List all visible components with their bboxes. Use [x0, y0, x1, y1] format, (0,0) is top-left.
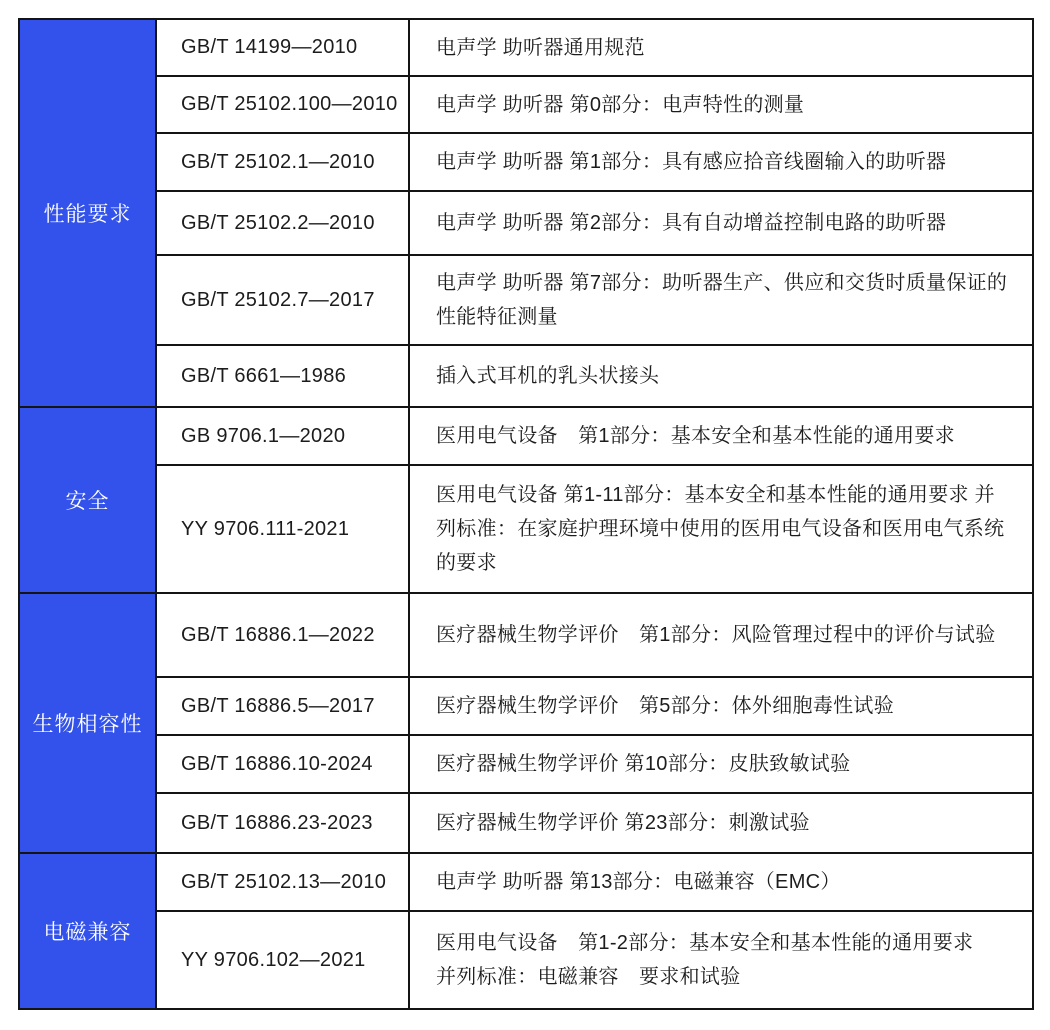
- standard-number-cell: YY 9706.102—2021: [156, 911, 409, 1009]
- standard-number-cell: GB/T 16886.10-2024: [156, 735, 409, 793]
- standard-title-cell: 电声学 助听器 第7部分：助听器生产、供应和交货时质量保证的性能特征测量: [409, 255, 1033, 345]
- table-row: [19, 76, 1033, 133]
- standards-table-body: [19, 19, 1033, 1009]
- standard-number-cell: GB/T 25102.100—2010: [156, 76, 409, 133]
- table-row: [19, 465, 1033, 593]
- table-row: [19, 793, 1033, 853]
- standards-table-container: [18, 18, 1034, 1010]
- standard-title-cell: 医用电气设备 第1-11部分：基本安全和基本性能的通用要求 并列标准：在家庭护理环境中使用的医用电气设备和医用电气系统的要求: [409, 465, 1033, 593]
- standard-number-cell: YY 9706.111-2021: [156, 465, 409, 593]
- table-row: [19, 735, 1033, 793]
- table-row: [19, 407, 1033, 465]
- standard-title-cell: 医疗器械生物学评价 第10部分：皮肤致敏试验: [409, 735, 1033, 793]
- standards-table: [18, 18, 1034, 1010]
- standard-title-cell: 电声学 助听器 第1部分：具有感应拾音线圈输入的助听器: [409, 133, 1033, 191]
- standard-title-cell: 电声学 助听器 第13部分：电磁兼容（EMC）: [409, 853, 1033, 911]
- standard-title-cell: 医用电气设备 第1部分：基本安全和基本性能的通用要求: [409, 407, 1033, 465]
- table-row: [19, 911, 1033, 1009]
- standard-number-cell: GB/T 6661—1986: [156, 345, 409, 407]
- standard-title-cell: 医用电气设备 第1-2部分：基本安全和基本性能的通用要求 并列标准：电磁兼容 要求和试验: [409, 911, 1033, 1009]
- table-row: [19, 19, 1033, 76]
- category-cell: 电磁兼容: [19, 853, 156, 1009]
- standard-number-cell: GB/T 25102.1—2010: [156, 133, 409, 191]
- table-row: [19, 345, 1033, 407]
- category-cell: 生物相容性: [19, 593, 156, 853]
- standard-number-cell: GB/T 25102.7—2017: [156, 255, 409, 345]
- standard-title-cell: 医疗器械生物学评价 第23部分：刺激试验: [409, 793, 1033, 853]
- table-row: [19, 133, 1033, 191]
- standard-number-cell: GB/T 14199—2010: [156, 19, 409, 76]
- category-cell: 安全: [19, 407, 156, 593]
- standard-number-cell: GB/T 16886.23-2023: [156, 793, 409, 853]
- table-row: [19, 853, 1033, 911]
- standard-number-cell: GB/T 25102.2—2010: [156, 191, 409, 255]
- table-row: [19, 593, 1033, 677]
- standard-number-cell: GB/T 16886.5—2017: [156, 677, 409, 735]
- standard-title-cell: 电声学 助听器 第0部分：电声特性的测量: [409, 76, 1033, 133]
- standard-number-cell: GB 9706.1—2020: [156, 407, 409, 465]
- standard-title-cell: 医疗器械生物学评价 第5部分：体外细胞毒性试验: [409, 677, 1033, 735]
- standard-number-cell: GB/T 25102.13—2010: [156, 853, 409, 911]
- table-row: [19, 677, 1033, 735]
- standard-number-cell: GB/T 16886.1—2022: [156, 593, 409, 677]
- table-row: [19, 255, 1033, 345]
- category-cell: 性能要求: [19, 19, 156, 407]
- table-row: [19, 191, 1033, 255]
- standard-title-cell: 电声学 助听器通用规范: [409, 19, 1033, 76]
- standard-title-cell: 电声学 助听器 第2部分：具有自动增益控制电路的助听器: [409, 191, 1033, 255]
- standard-title-cell: 插入式耳机的乳头状接头: [409, 345, 1033, 407]
- standard-title-cell: 医疗器械生物学评价 第1部分：风险管理过程中的评价与试验: [409, 593, 1033, 677]
